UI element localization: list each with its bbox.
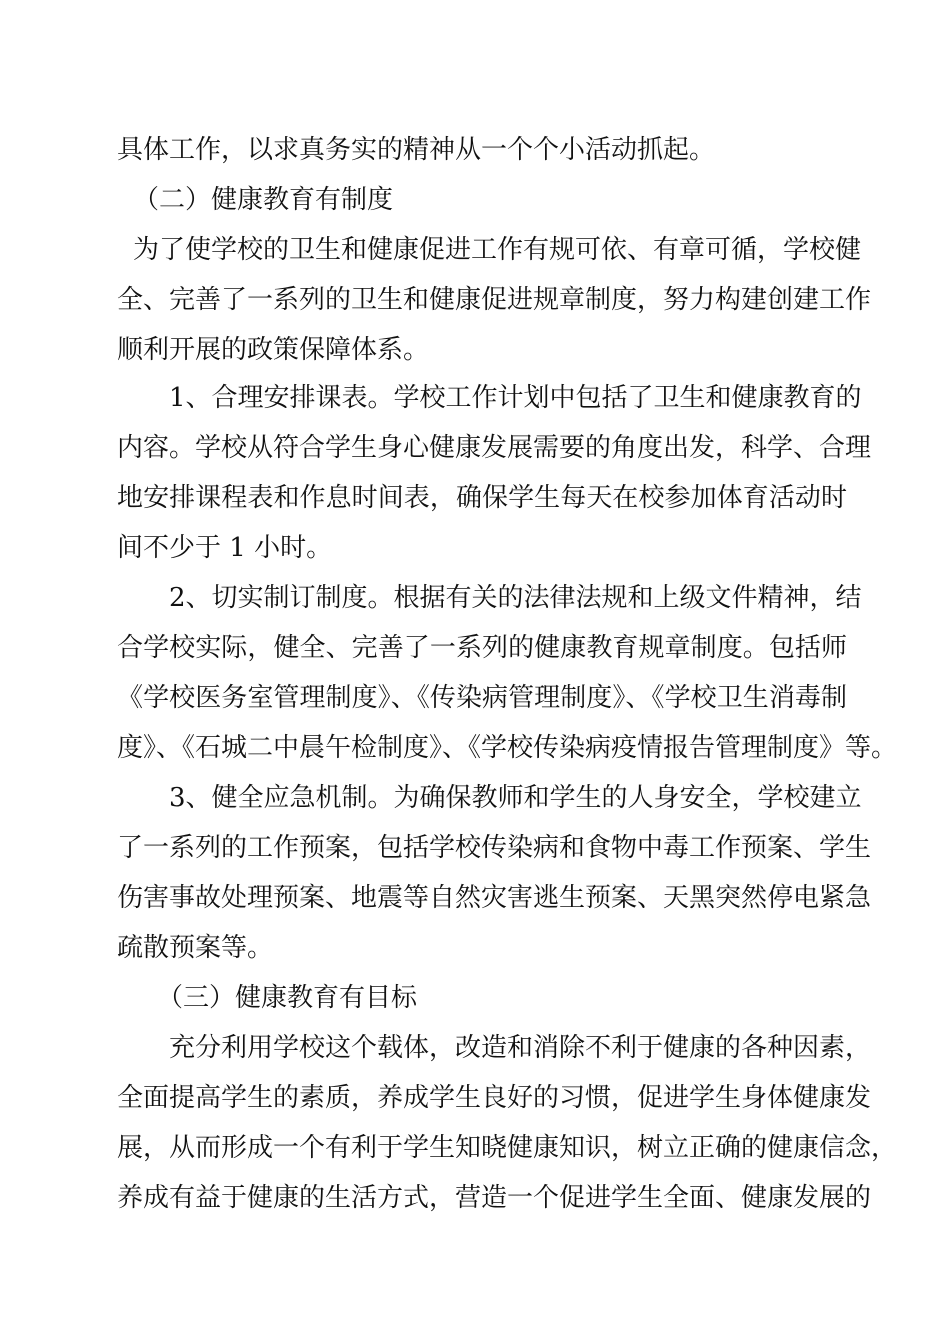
paragraph-line: 充分利用学校这个载体，改造和消除不利于健康的各种因素， [169,1033,872,1063]
paragraph-line: 间不少于 1 小时。 [117,533,333,563]
paragraph-line: 3、健全应急机制。为确保教师和学生的人身安全，学校建立 [169,783,862,813]
paragraph-line: 全、完善了一系列的卫生和健康促进规章制度，努力构建创建工作 [117,285,872,315]
paragraph-line: 1、合理安排课表。学校工作计划中包括了卫生和健康教育的 [169,383,862,413]
paragraph-line: 伤害事故处理预案、地震等自然灾害逃生预案、天黑突然停电紧急 [117,883,872,913]
paragraph-line: 2、切实制订制度。根据有关的法律法规和上级文件精神，结 [169,583,862,613]
paragraph-line: 顺利开展的政策保障体系。 [117,335,430,365]
paragraph-line: 为了使学校的卫生和健康促进工作有规可依、有章可循，学校健 [133,235,862,265]
paragraph-line: 全面提高学生的素质，养成学生良好的习惯，促进学生身体健康发 [117,1083,872,1113]
section-heading: （三）健康教育有目标 [157,983,418,1013]
paragraph-line: 度》、《石城二中晨午检制度》、《学校传染病疫情报告管理制度》等。 [117,733,898,763]
paragraph-line: 了一系列的工作预案，包括学校传染病和食物中毒工作预案、学生 [117,833,872,863]
paragraph-line: 疏散预案等。 [117,933,274,963]
paragraph-line: 内容。学校从符合学生身心健康发展需要的角度出发，科学、合理 [117,433,872,463]
section-heading: （二）健康教育有制度 [133,185,394,215]
paragraph-line: 《学校医务室管理制度》、《传染病管理制度》、《学校卫生消毒制 [117,683,847,713]
paragraph-line: 养成有益于健康的生活方式，营造一个促进学生全面、健康发展的 [117,1183,872,1213]
paragraph-line: 具体工作，以求真务实的精神从一个个小活动抓起。 [117,135,716,165]
paragraph-line: 合学校实际，健全、完善了一系列的健康教育规章制度。包括师 [117,633,847,663]
paragraph-line: 展，从而形成一个有利于学生知晓健康知识，树立正确的健康信念， [117,1133,898,1163]
paragraph-line: 地安排课程表和作息时间表，确保学生每天在校参加体育活动时 [117,483,847,513]
